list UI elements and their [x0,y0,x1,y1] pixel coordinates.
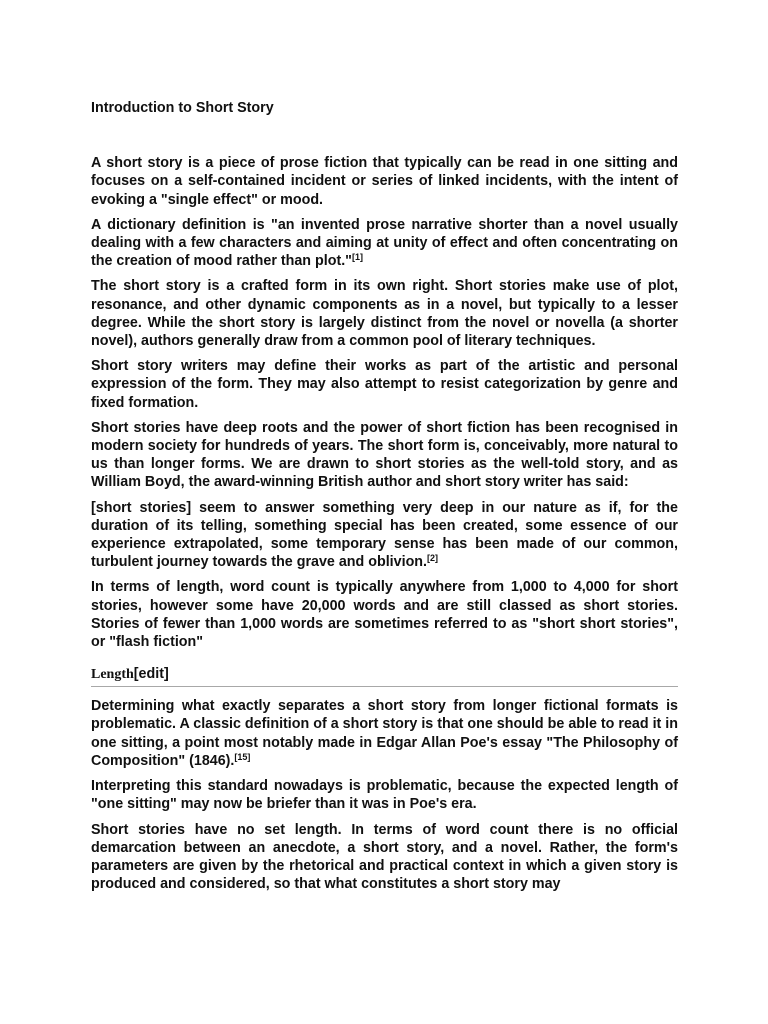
paragraph-text: A short story is a piece of prose fiction that typically can be read in one sitting and focuses on a self-contained incident or series of linked incidents, with the intent of evoking a "single effect" or mood. [91,155,678,208]
intro-paragraph [91,578,678,651]
paragraph-text: A dictionary definition is "an invented prose narrative shorter than a novel usually dealing with a few characters and aiming at unity of effect and often concentrating on the creation of mood rather than plot." [91,216,678,270]
section-paragraph [91,777,678,813]
citation-link[interactable]: [15] [234,751,251,762]
section-paragraph [91,821,678,894]
citation-link[interactable]: [1] [351,252,363,263]
paragraph-text: [short stories] seem to answer something very deep in our nature as if, for the duration of its telling, something special has been created, some essence of our experience extrapolated, some temporary sense has been made of our common, turbulent journey towards the grave and oblivion. [91,499,678,571]
intro-paragraph [91,154,678,209]
quote-paragraph [91,499,678,572]
paragraph-text: In terms of length, word count is typically anywhere from 1,000 to 4,000 for short stories, however some have 20,000 words and are still classed as short stories. Stories of fewer than 1,000 words are sometimes referred to as "short short stories", or "flash fiction" [91,579,678,651]
section-heading-text: Length [91,667,134,683]
paragraph-text: Short stories have no set length. In terms of word count there is no official demarcation between an anecdote, a short story, and a novel. Rather, the form's parameters are given by the rhetorical and practical context in which a given story is produced and considered, so that what constitutes a short story may [91,821,678,893]
edit-link[interactable]: [edit] [133,666,169,683]
section-paragraph [91,697,678,770]
intro-paragraph [91,277,678,350]
paragraph-text: Short stories have deep roots and the power of short fiction has been recognised in modern society for hundreds of years. The short form is, conceivably, more natural to us than longer forms. We are drawn to short stories as the well-told story, and as William Boyd, the award-winning British author and short story writer has said: [91,419,678,491]
paragraph-text: Short story writers may define their works as part of the artistic and personal expression of the form. They may also attempt to resist categorization by genre and fixed formation. [91,358,678,411]
section-heading [91,665,678,687]
paragraph-text: Determining what exactly separates a short story from longer fictional formats is problematic. A classic definition of a short story is that one should be able to read it in one sitting, a point most notably made in Edgar Allan Poe's essay "The Philosophy of Composition" (1846). [91,698,678,769]
intro-paragraph [91,419,678,492]
document-page [91,99,678,900]
intro-paragraph [91,357,678,412]
paragraph-text: Interpreting this standard nowadays is problematic, because the expected length of "one sitting" may now be briefer than it was in Poe's era. [91,778,678,813]
paragraph-text: The short story is a crafted form in its own right. Short stories make use of plot, resonance, and other dynamic components as in a novel, but typically to a lesser degree. While the short story is largely distinct from the novel or novella (a shorter novel), authors generally draw from a common pool of literary techniques. [91,278,678,350]
document-title: Introduction to Short Story [91,100,274,116]
intro-paragraph [91,216,678,271]
citation-link[interactable]: [2] [427,553,439,564]
